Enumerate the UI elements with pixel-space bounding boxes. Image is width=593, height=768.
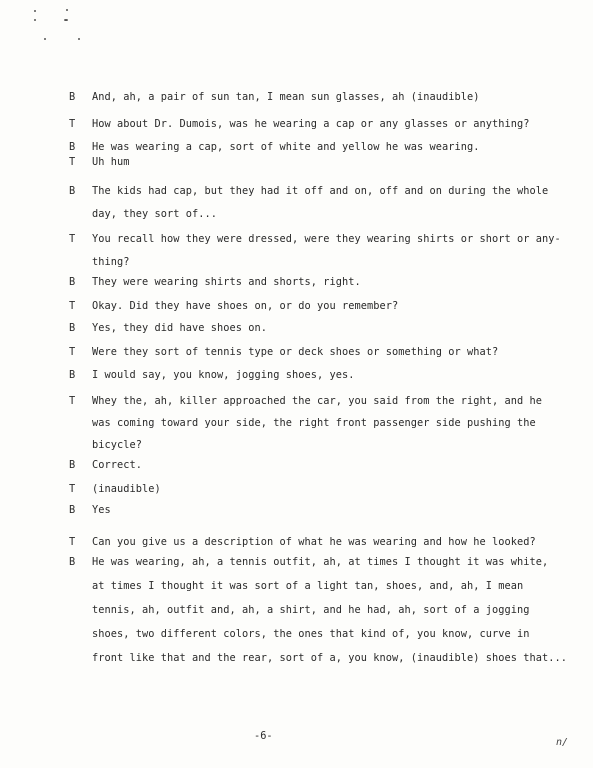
speech-text: Yes <box>92 504 111 516</box>
speaker-label: B <box>69 556 76 568</box>
scan-speck <box>34 19 36 21</box>
speech-continuation: day, they sort of... <box>92 208 217 220</box>
speaker-label: B <box>69 504 76 516</box>
speech-text: How about Dr. Dumois, was he wearing a cap or any glasses or anything? <box>92 118 530 130</box>
speech-text: Uh hum <box>92 156 130 168</box>
speech-text: Correct. <box>92 459 142 471</box>
speech-text: (inaudible) <box>92 483 161 495</box>
speech-text: Whey the, ah, killer approached the car, you said from the right, and he <box>92 395 542 407</box>
speaker-label: T <box>69 300 76 312</box>
speech-continuation: bicycle? <box>92 439 142 451</box>
speaker-label: T <box>69 156 76 168</box>
speaker-label: T <box>69 536 76 548</box>
speech-continuation: at times I thought it was sort of a light tan, shoes, and, ah, I mean <box>92 580 524 592</box>
speech-text: And, ah, a pair of sun tan, I mean sun glasses, ah (inaudible) <box>92 91 480 103</box>
speech-text: He was wearing a cap, sort of white and yellow he was wearing. <box>92 141 480 153</box>
speech-text: Were they sort of tennis type or deck shoes or something or what? <box>92 346 499 358</box>
speech-continuation: was coming toward your side, the right front passenger side pushing the <box>92 417 536 429</box>
speech-text: I would say, you know, jogging shoes, yes. <box>92 369 355 381</box>
scan-speck <box>34 10 36 12</box>
speech-text: He was wearing, ah, a tennis outfit, ah, at times I thought it was white, <box>92 556 549 568</box>
speaker-label: T <box>69 395 76 407</box>
page-number: -6- <box>254 730 273 742</box>
speaker-label: B <box>69 276 76 288</box>
scan-speck <box>66 9 68 11</box>
speaker-label: B <box>69 91 76 103</box>
speaker-label: T <box>69 346 76 358</box>
speech-text: Can you give us a description of what he was wearing and how he looked? <box>92 536 536 548</box>
speaker-label: B <box>69 141 76 153</box>
scan-speck <box>64 19 68 21</box>
speaker-label: B <box>69 322 76 334</box>
speech-continuation: tennis, ah, outfit and, ah, a shirt, and he had, ah, sort of a jogging <box>92 604 530 616</box>
speaker-label: T <box>69 233 76 245</box>
speaker-label: T <box>69 118 76 130</box>
speech-text: You recall how they were dressed, were they wearing shirts or short or any- <box>92 233 561 245</box>
scan-speck <box>44 38 46 40</box>
speech-text: They were wearing shirts and shorts, right. <box>92 276 361 288</box>
speech-text: The kids had cap, but they had it off and on, off and on during the whole <box>92 185 549 197</box>
speech-continuation: shoes, two different colors, the ones that kind of, you know, curve in <box>92 628 530 640</box>
speaker-label: T <box>69 483 76 495</box>
speech-text: Yes, they did have shoes on. <box>92 322 267 334</box>
speech-text: Okay. Did they have shoes on, or do you remember? <box>92 300 399 312</box>
speech-continuation: front like that and the rear, sort of a, you know, (inaudible) shoes that... <box>92 652 567 664</box>
scan-speck <box>78 38 80 40</box>
corner-mark: n/ <box>556 737 569 748</box>
speaker-label: B <box>69 185 76 197</box>
speaker-label: B <box>69 459 76 471</box>
speech-continuation: thing? <box>92 256 130 268</box>
speaker-label: B <box>69 369 76 381</box>
